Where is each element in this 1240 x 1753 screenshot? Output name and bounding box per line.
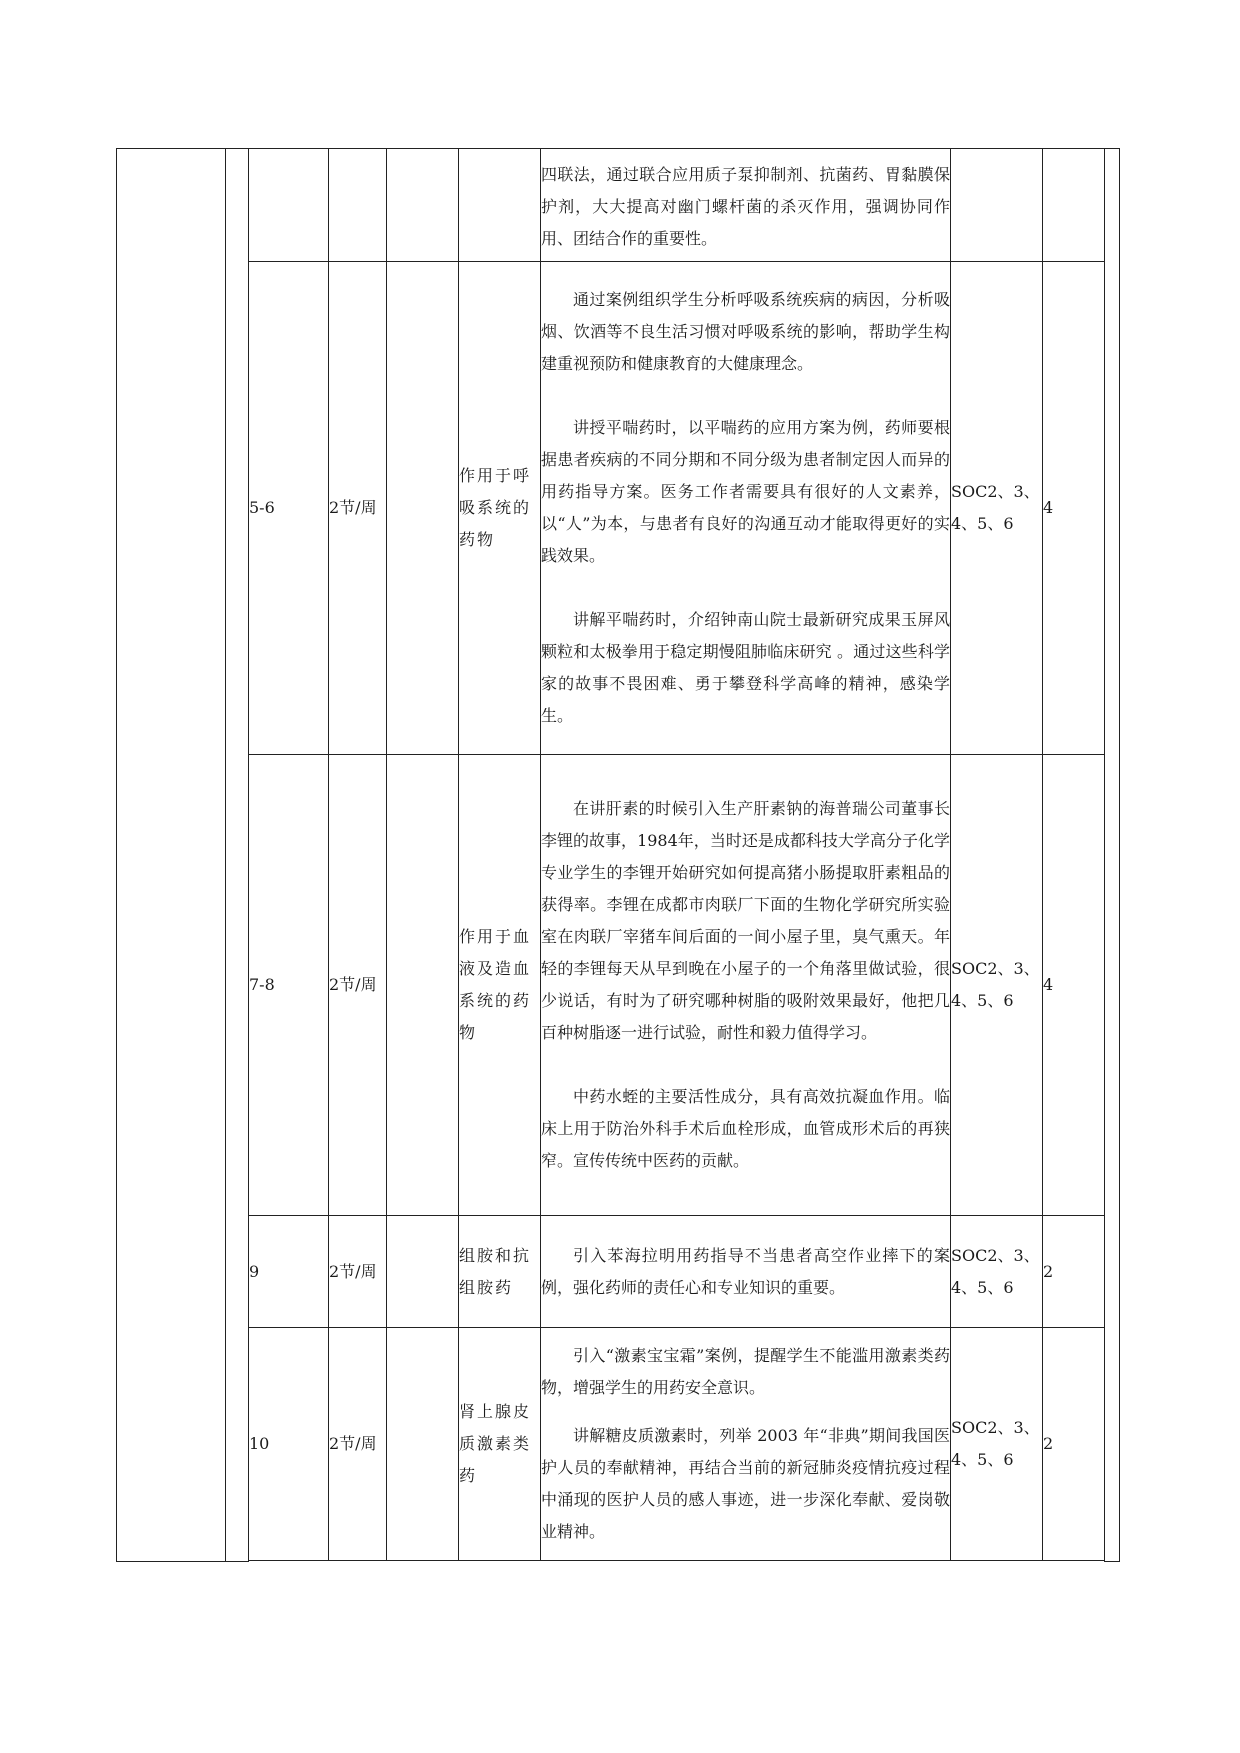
content-paragraph: 四联法，通过联合应用质子泵抑制剂、抗菌药、胃黏膜保护剂，大大提高对幽门螺杆菌的杀灭作用，强调协同作用、团结合作的重要性。	[541, 165, 950, 248]
content-paragraph: 中药水蛭的主要活性成分，具有高效抗凝血作用。临床上用于防治外科手术后血栓形成，血管成形术后的再狭窄。宣传传统中医药的贡献。	[541, 1087, 950, 1170]
topic-cell: 组胺和抗组胺药	[459, 1216, 541, 1328]
content-cell	[541, 1328, 951, 1561]
outer-column-c	[1104, 148, 1120, 1562]
table-row	[249, 262, 1105, 755]
blank-cell	[387, 149, 459, 262]
content-paragraph: 引入“激素宝宝霜”案例，提醒学生不能滥用激素类药物，增强学生的用药安全意识。	[541, 1346, 950, 1397]
topic-cell: 作用于呼吸系统的药物	[459, 262, 541, 755]
credit-cell: 2	[1043, 1216, 1105, 1328]
blank-cell	[387, 755, 459, 1216]
credit-cell: 2	[1043, 1328, 1105, 1561]
week-cell	[249, 149, 329, 262]
content-paragraph: 讲解平喘药时，介绍钟南山院士最新研究成果玉屏风颗粒和太极拳用于稳定期慢阻肺临床研究 。通过这些科学家的故事不畏困难、勇于攀登科学高峰的精神，感染学生。	[541, 610, 950, 725]
syllabus-table	[248, 148, 1105, 1561]
soc-cell	[951, 149, 1043, 262]
blank-cell	[387, 1328, 459, 1561]
table-row	[249, 755, 1105, 1216]
content-cell	[541, 755, 951, 1216]
week-cell: 10	[249, 1328, 329, 1561]
content-paragraph: 通过案例组织学生分析呼吸系统疾病的病因，分析吸烟、饮酒等不良生活习惯对呼吸系统的影响，帮助学生构建重视预防和健康教育的大健康理念。	[541, 290, 950, 373]
week-cell: 5-6	[249, 262, 329, 755]
content-cell	[541, 262, 951, 755]
hours-cell: 2节/周	[329, 1216, 387, 1328]
credit-cell	[1043, 149, 1105, 262]
content-paragraph: 引入苯海拉明用药指导不当患者高空作业摔下的案例，强化药师的责任心和专业知识的重要。	[541, 1245, 950, 1297]
table-row	[249, 149, 1105, 262]
topic-cell	[459, 149, 541, 262]
content-paragraph: 讲授平喘药时，以平喘药的应用方案为例，药师要根据患者疾病的不同分期和不同分级为患者制定因人而异的用药指导方案。医务工作者需要具有很好的人文素养，以“人”为本，与患者有良好的沟通互动才能取得更好的实践效果。	[541, 418, 950, 565]
outer-column-b	[224, 148, 249, 1562]
content-cell	[541, 149, 951, 262]
credit-cell: 4	[1043, 755, 1105, 1216]
soc-cell: SOC2、3、4、5、6	[951, 1216, 1043, 1328]
content-paragraph: 讲解糖皮质激素时，列举 2003 年“非典”期间我国医护人员的奉献精神，再结合当前的新冠肺炎疫情抗疫过程中涌现的医护人员的感人事迹，进一步深化奉献、爱岗敬业精神。	[541, 1426, 950, 1541]
blank-cell	[387, 262, 459, 755]
credit-cell: 4	[1043, 262, 1105, 755]
topic-cell: 作用于血液及造血系统的药物	[459, 755, 541, 1216]
soc-cell: SOC2、3、4、5、6	[951, 1328, 1043, 1561]
content-paragraph: 在讲肝素的时候引入生产肝素钠的海普瑞公司董事长李锂的故事，1984年，当时还是成都科技大学高分子化学专业学生的李锂开始研究如何提高猪小肠提取肝素粗品的获得率。李锂在成都市肉联厂下面的生物化学研究所实验室在肉联厂宰猪车间后面的一间小屋子里，臭气熏天。年轻的李锂每天从早到晚在小屋子的一个角落里做试验，很少说话，有时为了研究哪种树脂的吸附效果最好，他把几百种树脂逐一进行试验，耐性和毅力值得学习。	[541, 799, 950, 1042]
outer-column-a	[116, 148, 226, 1562]
week-cell: 9	[249, 1216, 329, 1328]
hours-cell: 2节/周	[329, 755, 387, 1216]
hours-cell: 2节/周	[329, 262, 387, 755]
hours-cell	[329, 149, 387, 262]
week-cell: 7-8	[249, 755, 329, 1216]
soc-cell: SOC2、3、4、5、6	[951, 755, 1043, 1216]
table-row	[249, 1328, 1105, 1561]
table-row	[249, 1216, 1105, 1328]
blank-cell	[387, 1216, 459, 1328]
content-cell	[541, 1216, 951, 1328]
soc-cell: SOC2、3、4、5、6	[951, 262, 1043, 755]
hours-cell: 2节/周	[329, 1328, 387, 1561]
topic-cell: 肾上腺皮质激素类药	[459, 1328, 541, 1561]
